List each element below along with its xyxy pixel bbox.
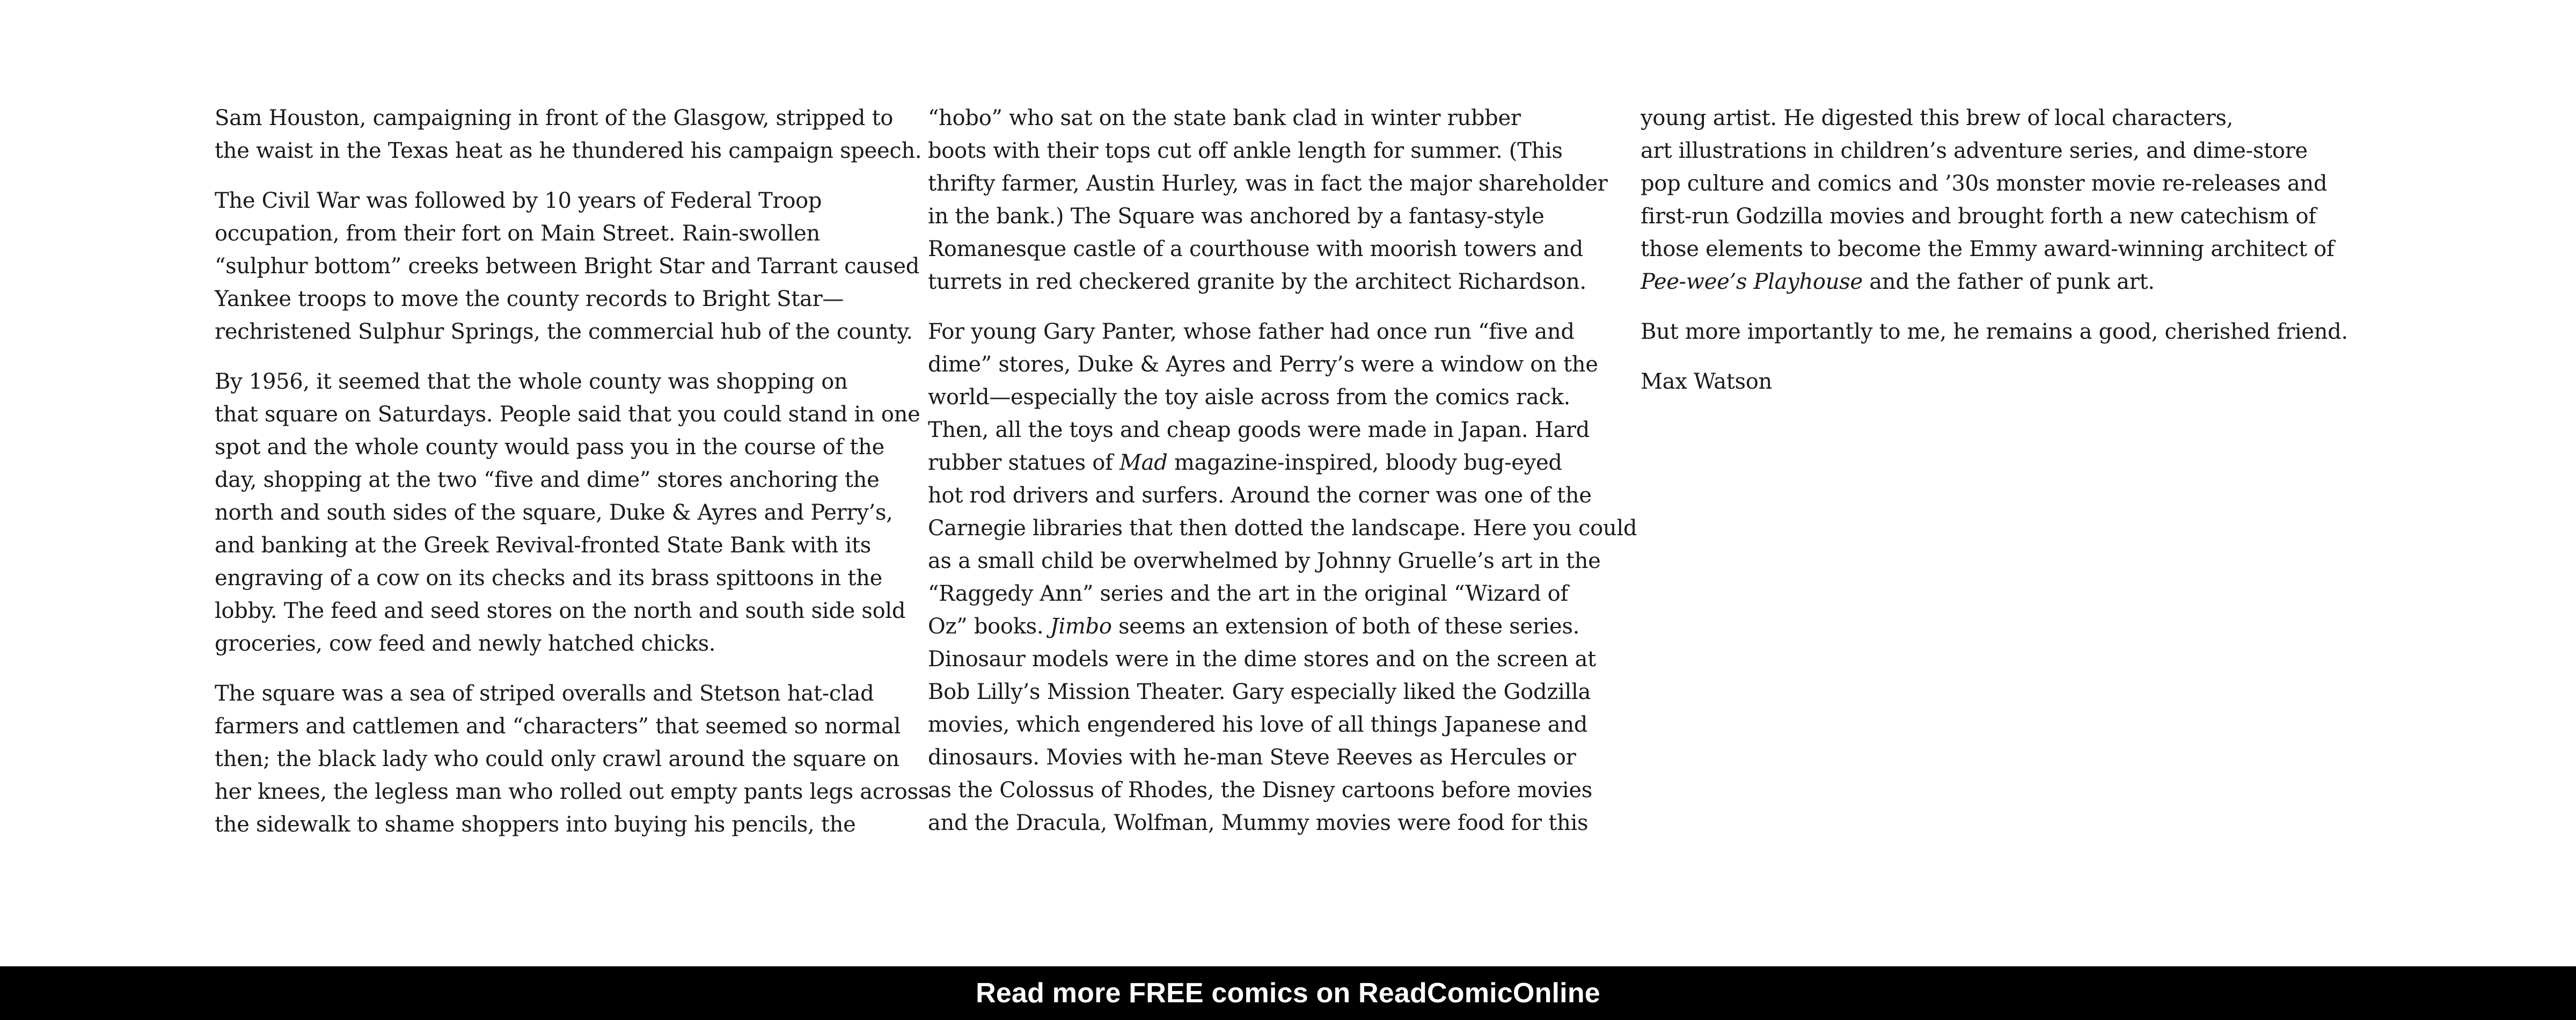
text-line: “sulphur bottom” creeks between Bright Star and Tarrant caused xyxy=(215,254,920,279)
text-line: By 1956, it seemed that the whole county was shopping on xyxy=(215,369,848,394)
text-run: Oz” books. xyxy=(928,614,1050,639)
text-line: first-run Godzilla movies and brought forth a new catechism of xyxy=(1641,204,2316,229)
text-column-1 xyxy=(215,102,930,858)
text-run: and the father of punk art. xyxy=(1862,269,2155,294)
text-line: turrets in red checkered granite by the architect Richardson. xyxy=(928,269,1586,294)
text-line: that square on Saturdays. People said that you could stand in one xyxy=(215,402,920,427)
text-line: the sidewalk to shame shoppers into buying his pencils, the xyxy=(215,812,856,837)
text-line xyxy=(1641,266,2306,298)
text-line: those elements to become the Emmy award-winning architect of xyxy=(1641,237,2334,261)
show-title: Pee-wee’s Playhouse xyxy=(1641,269,1863,294)
paragraph xyxy=(1641,102,2334,298)
text-line: engraving of a cow on its checks and its brass spittoons in the xyxy=(215,566,882,591)
text-line: then; the black lady who could only crawl around the square on xyxy=(215,747,899,771)
text-line: and the Dracula, Wolfman, Mummy movies were food for this xyxy=(928,811,1589,835)
text-line: her knees, the legless man who rolled out empty pants legs across xyxy=(215,779,930,804)
text-line: The Civil War was followed by 10 years of Federal Troop xyxy=(215,188,822,213)
text-line: spot and the whole county would pass you in the course of the xyxy=(215,435,884,460)
text-line: “Raggedy Ann” series and the art in the original “Wizard of xyxy=(928,581,1568,606)
text-run: rubber statues of xyxy=(928,450,1120,475)
author-name: Max Watson xyxy=(1641,369,1773,394)
text-line: and banking at the Greek Revival-fronted State Bank with its xyxy=(215,533,871,558)
text-line: Yankee troops to move the county records to Bright Star— xyxy=(215,287,844,311)
text-line: young artist. He digested this brew of local characters, xyxy=(1641,106,2234,130)
text-line: dime” stores, Duke & Ayres and Perry’s were a window on the xyxy=(928,352,1598,377)
signature xyxy=(1641,366,2306,398)
text-line xyxy=(928,610,1593,643)
text-line: art illustrations in children’s adventure series, and dime-store xyxy=(1641,139,2308,163)
text-line: farmers and cattlemen and “characters” that seemed so normal xyxy=(215,714,901,739)
text-line: Sam Houston, campaigning in front of the Glasgow, stripped to xyxy=(215,106,894,130)
text-line: world—especially the toy aisle across from the comics rack. xyxy=(928,385,1570,410)
text-line: hot rod drivers and surfers. Around the corner was one of the xyxy=(928,483,1592,508)
paragraph xyxy=(1641,316,2348,348)
text-line: groceries, cow feed and newly hatched chicks. xyxy=(215,631,716,656)
text-run: magazine-inspired, bloody bug-eyed xyxy=(1167,450,1562,475)
text-column-3 xyxy=(1641,102,2348,416)
text-line: in the bank.) The Square was anchored by a fantasy-style xyxy=(928,204,1545,229)
paragraph xyxy=(215,366,920,660)
paragraph xyxy=(215,677,930,841)
text-line: thrifty farmer, Austin Hurley, was in fact the major shareholder xyxy=(928,171,1608,196)
text-line: For young Gary Panter, whose father had once run “five and xyxy=(928,319,1575,344)
text-line: day, shopping at the two “five and dime” stores anchoring the xyxy=(215,468,880,492)
text-line: Bob Lilly’s Mission Theater. Gary especially liked the Godzilla xyxy=(928,680,1591,704)
text-run: seems an extension of both of these series. xyxy=(1111,614,1580,639)
text-line: Dinosaur models were in the dime stores and on the screen at xyxy=(928,647,1596,672)
text-line: pop culture and comics and ’30s monster movie re-releases and xyxy=(1641,171,2328,196)
read-more-link[interactable]: Read more FREE comics on ReadComicOnline xyxy=(976,978,1600,1009)
text-line: movies, which engendered his love of all things Japanese and xyxy=(928,712,1588,737)
text-column-2 xyxy=(928,102,1637,857)
text-line: lobby. The feed and seed stores on the north and south side sold xyxy=(215,599,906,623)
text-line: as a small child be overwhelmed by Johnny Gruelle’s art in the xyxy=(928,549,1601,573)
paragraph xyxy=(928,316,1637,840)
text-line: as the Colossus of Rhodes, the Disney cartoons before movies xyxy=(928,778,1592,803)
text-line: the waist in the Texas heat as he thundered his campaign speech. xyxy=(215,139,922,163)
text-line: Romanesque castle of a courthouse with moorish towers and xyxy=(928,237,1583,261)
magazine-title-mad: Mad xyxy=(1119,450,1168,475)
paragraph xyxy=(215,102,922,167)
text-line: Carnegie libraries that then dotted the landscape. Here you could xyxy=(928,516,1637,541)
text-line: The square was a sea of striped overalls and Stetson hat-clad xyxy=(215,681,874,706)
text-line: boots with their tops cut off ankle length for summer. (This xyxy=(928,139,1563,163)
paragraph xyxy=(928,102,1608,298)
text-line: rechristened Sulphur Springs, the commercial hub of the county. xyxy=(215,319,913,344)
text-line: dinosaurs. Movies with he-man Steve Reeves as Hercules or xyxy=(928,745,1576,770)
text-line: north and south sides of the square, Duke & Ayres and Perry’s, xyxy=(215,500,893,525)
text-line: “hobo” who sat on the state bank clad in winter rubber xyxy=(928,106,1521,130)
text-line: occupation, from their fort on Main Street. Rain-swollen xyxy=(215,221,820,246)
footer-banner xyxy=(0,966,2576,1020)
paragraph xyxy=(215,185,920,348)
text-line xyxy=(928,447,1593,479)
text-line: Then, all the toys and cheap goods were made in Japan. Hard xyxy=(928,418,1590,442)
text-line: But more importantly to me, he remains a good, cherished friend. xyxy=(1641,319,2348,344)
book-title-jimbo: Jimbo xyxy=(1050,614,1112,639)
